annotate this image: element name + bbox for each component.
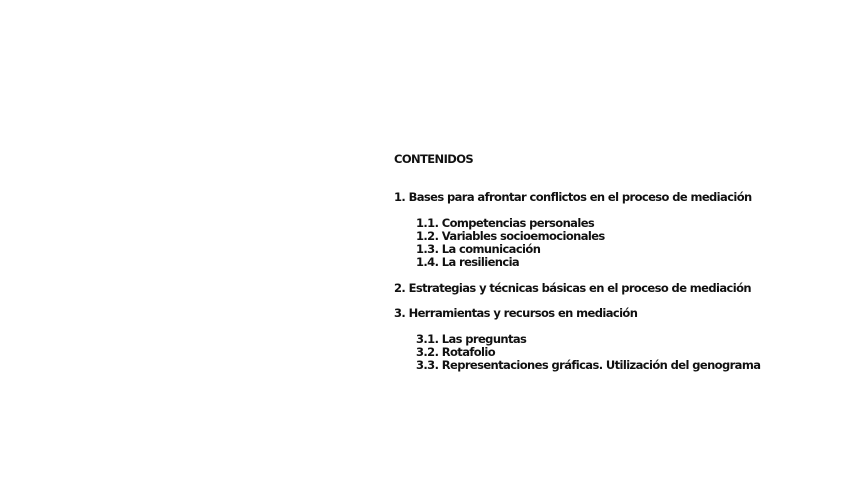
section-item: 1.4. La resiliencia: [416, 255, 520, 269]
contents-block: [394, 152, 834, 372]
section-item: 3.2. Rotafolio: [416, 345, 496, 359]
section-item: 3.3. Representaciones gráficas. Utilización del genograma: [416, 358, 761, 372]
section-item: 3.1. Las preguntas: [416, 332, 527, 346]
contents-heading: CONTENIDOS: [394, 152, 474, 166]
section-item: 1.3. La comunicación: [416, 242, 541, 256]
section-item: 1.1. Competencias personales: [416, 216, 595, 230]
section-title-3: 3. Herramientas y recursos en mediación: [394, 306, 638, 320]
section-title-1: 1. Bases para afrontar conflictos en el proceso de mediación: [394, 190, 752, 204]
section-item: 1.2. Variables socioemocionales: [416, 229, 605, 243]
section-1-items: [394, 217, 834, 269]
section-title-2: 2. Estrategias y técnicas básicas en el proceso de mediación: [394, 281, 751, 295]
section-3-items: [394, 333, 834, 372]
